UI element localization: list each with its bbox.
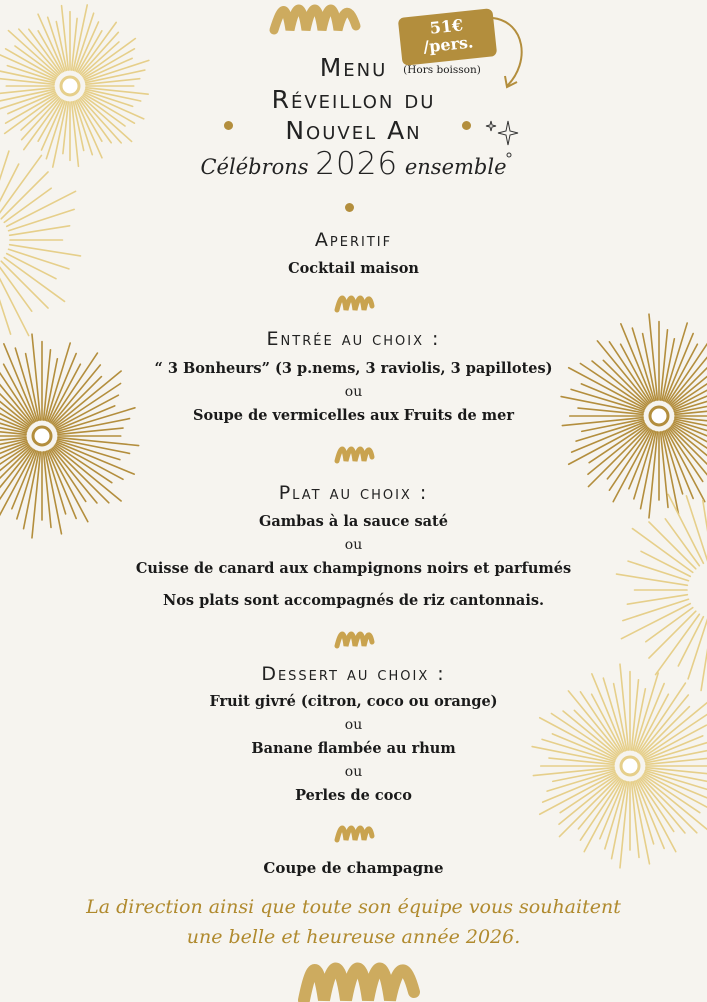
gold-brush-divider-icon xyxy=(333,290,375,314)
champagne-item: Coupe de champagne xyxy=(263,859,444,877)
closing-line-1: La direction ainsi que toute son équipe vous souhaitent xyxy=(86,896,621,918)
gold-brush-divider-icon xyxy=(333,820,375,844)
gold-brush-divider-icon xyxy=(333,626,375,650)
gold-dot xyxy=(224,121,233,130)
nouvel-an-heading: Nouvel An xyxy=(285,116,422,145)
dessert-item-1: Fruit givré (citron, coco ou orange) xyxy=(209,693,498,710)
gold-brush-bottom-icon xyxy=(296,952,421,1002)
entree-item-1: “ 3 Bonheurs” (3 p.nems, 3 raviolis, 3 papillotes) xyxy=(154,360,553,377)
dessert-item-2: Banane flambée au rhum xyxy=(251,740,456,757)
closing-line-2: une belle et heureuse année 2026. xyxy=(186,926,521,948)
reveillon-heading: Réveillon du xyxy=(271,85,436,114)
gold-brush-divider-icon xyxy=(333,441,375,465)
entree-item-2: Soupe de vermicelles aux Fruits de mer xyxy=(192,407,515,424)
tagline-year: 2026 xyxy=(315,146,399,182)
plat-item-1: Gambas à la sauce saté xyxy=(259,513,448,530)
gold-dot xyxy=(345,203,354,212)
plat-title: Plat au choix : xyxy=(278,482,429,504)
gold-dot xyxy=(462,121,471,130)
plat-note: Nos plats sont accompagnés de riz cantonnais. xyxy=(162,592,545,609)
menu-heading: Menu xyxy=(319,53,388,82)
or-separator: ou xyxy=(344,717,363,733)
or-separator: ou xyxy=(344,537,363,553)
price-note: (Hors boisson) xyxy=(403,64,481,76)
tagline-before: Célébrons xyxy=(200,155,309,179)
aperitif-item: Cocktail maison xyxy=(288,260,419,277)
or-separator: ou xyxy=(344,384,363,400)
or-separator: ou xyxy=(344,764,363,780)
gold-brush-top-icon xyxy=(268,0,363,40)
tagline xyxy=(0,146,707,182)
aperitif-title: Aperitif xyxy=(314,229,393,251)
dessert-title: Dessert au choix : xyxy=(261,663,446,685)
price-unit: /pers. xyxy=(422,32,475,57)
dessert-item-3: Perles de coco xyxy=(295,787,412,804)
plat-item-2: Cuisse de canard aux champignons noirs et parfumés xyxy=(135,560,572,577)
entree-title: Entrée au choix : xyxy=(266,328,441,350)
tagline-after: ensemble xyxy=(404,155,507,179)
price-amount: 51€ xyxy=(428,15,465,38)
